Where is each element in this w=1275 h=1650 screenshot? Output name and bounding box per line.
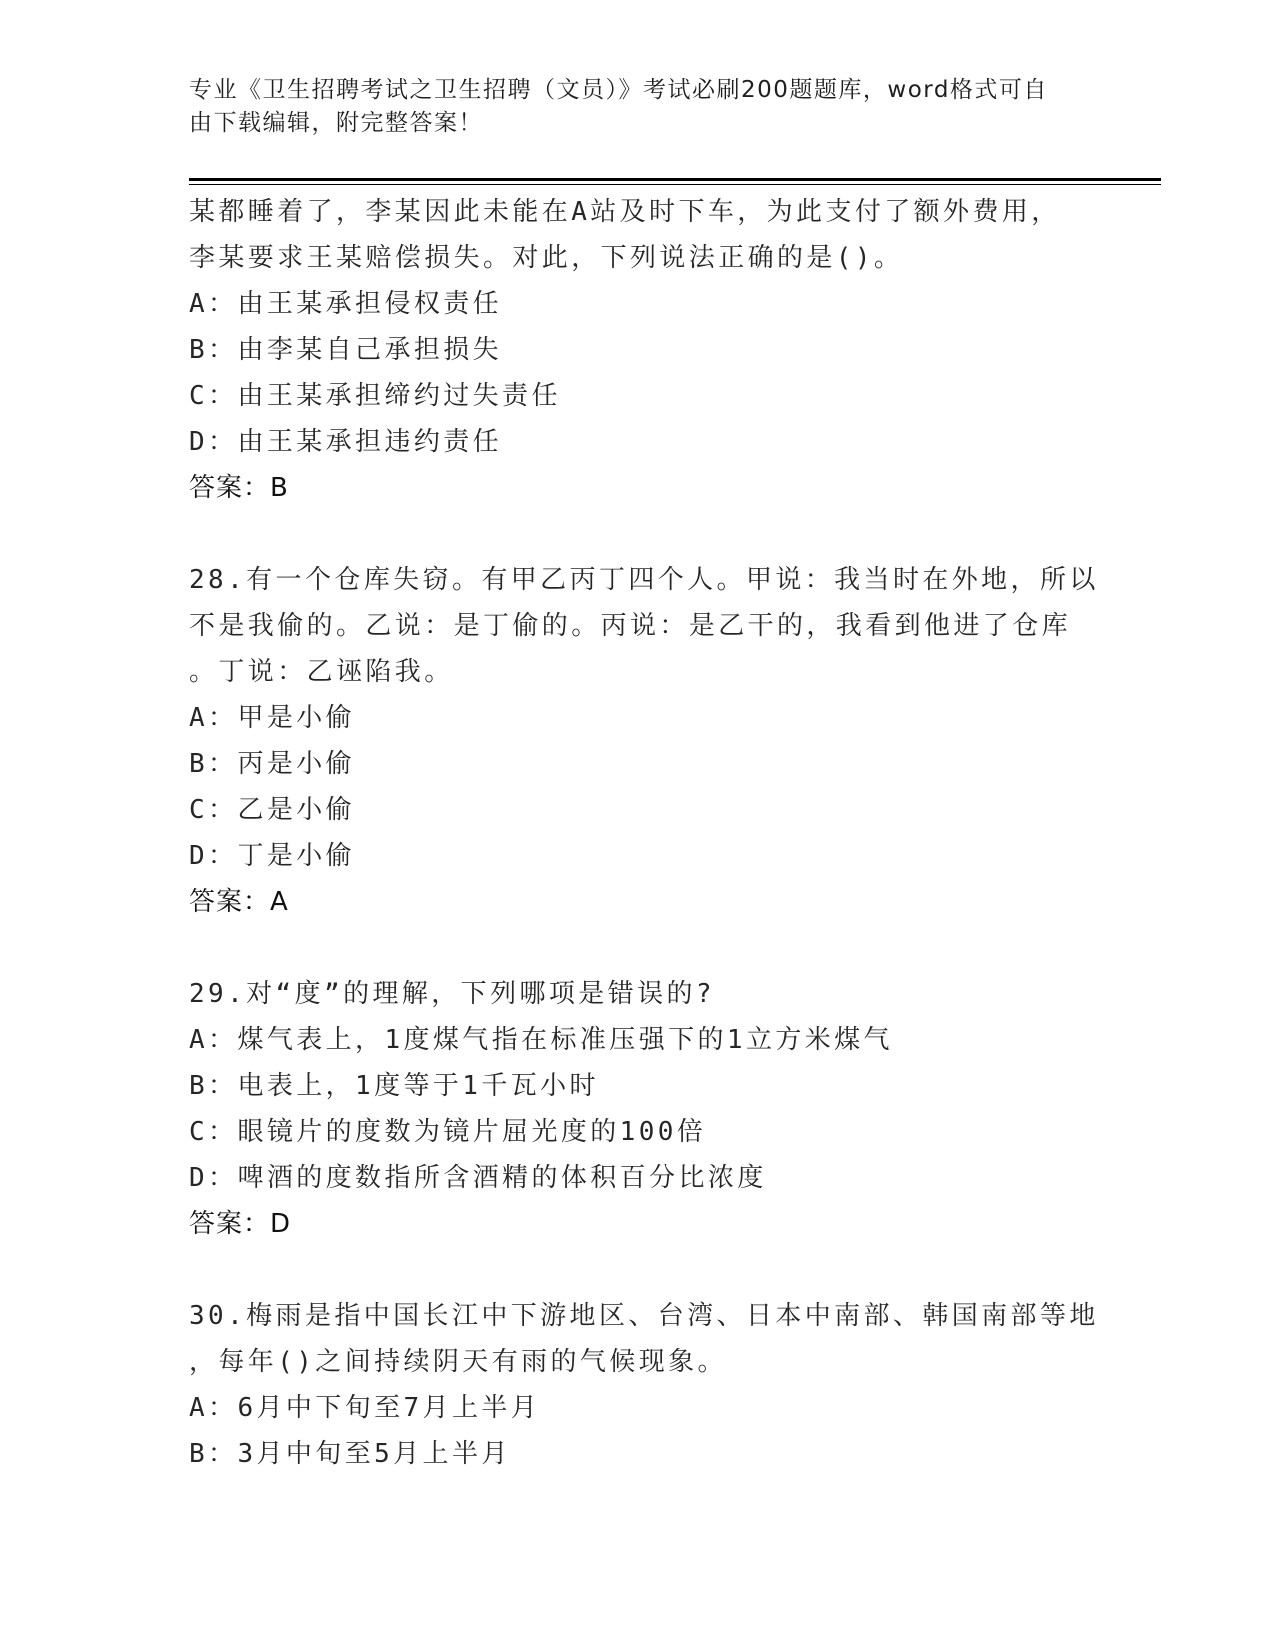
answer-label: 答案：D xyxy=(189,1209,292,1239)
header-title-line-1: 专业《卫生招聘考试之卫生招聘（文员）》考试必刷200题题库，word格式可自 xyxy=(189,77,1048,103)
option-c: C：由王某承担缔约过失责任 xyxy=(189,381,561,411)
option-d: D：丁是小偷 xyxy=(189,841,356,871)
question-stem: ，每年()之间持续阴天有雨的气候现象。 xyxy=(189,1347,727,1377)
option-b: B：3月中旬至5月上半月 xyxy=(189,1439,511,1469)
option-a: A：6月中下旬至7月上半月 xyxy=(189,1393,541,1423)
header-divider-thin xyxy=(189,184,1161,185)
question-stem: 不是我偷的。乙说：是丁偷的。丙说：是乙干的，我看到他进了仓库 xyxy=(189,611,1072,641)
option-b: B：由李某自己承担损失 xyxy=(189,335,503,365)
header-title-line-2: 由下载编辑，附完整答案！ xyxy=(189,110,483,136)
spacer xyxy=(189,1247,1089,1293)
option-c: C：眼镜片的度数为镜片屈光度的100倍 xyxy=(189,1117,707,1147)
spacer xyxy=(189,925,1089,971)
option-a: A：由王某承担侵权责任 xyxy=(189,289,503,319)
page-header xyxy=(189,74,1079,140)
question-stem: 。丁说：乙诬陷我。 xyxy=(189,657,454,687)
option-a: A：甲是小偷 xyxy=(189,703,356,733)
question-30 xyxy=(189,1293,1099,1477)
question-stem: 30.梅雨是指中国长江中下游地区、台湾、日本中南部、韩国南部等地 xyxy=(189,1301,1099,1331)
option-b: B：丙是小偷 xyxy=(189,749,356,779)
question-list xyxy=(189,189,1099,1477)
question-stem: 29.对“度”的理解，下列哪项是错误的? xyxy=(189,979,715,1009)
option-d: D：啤酒的度数指所含酒精的体积百分比浓度 xyxy=(189,1163,767,1193)
question-27 xyxy=(189,189,1089,511)
option-a: A：煤气表上，1度煤气指在标准压强下的1立方米煤气 xyxy=(189,1025,893,1055)
question-stem: 李某要求王某赔偿损失。对此，下列说法正确的是()。 xyxy=(189,243,904,273)
question-28 xyxy=(189,557,1099,925)
question-stem: 28.有一个仓库失窃。有甲乙丙丁四个人。甲说：我当时在外地，所以 xyxy=(189,565,1099,595)
question-stem: 某都睡着了，李某因此未能在A站及时下车，为此支付了额外费用， xyxy=(189,197,1061,227)
option-c: C：乙是小偷 xyxy=(189,795,356,825)
option-b: B：电表上，1度等于1千瓦小时 xyxy=(189,1071,599,1101)
question-29 xyxy=(189,971,1089,1247)
option-d: D：由王某承担违约责任 xyxy=(189,427,503,457)
answer-label: 答案：A xyxy=(189,887,289,917)
spacer xyxy=(189,511,1089,557)
answer-label: 答案：B xyxy=(189,473,289,503)
header-divider-thick xyxy=(189,178,1161,181)
